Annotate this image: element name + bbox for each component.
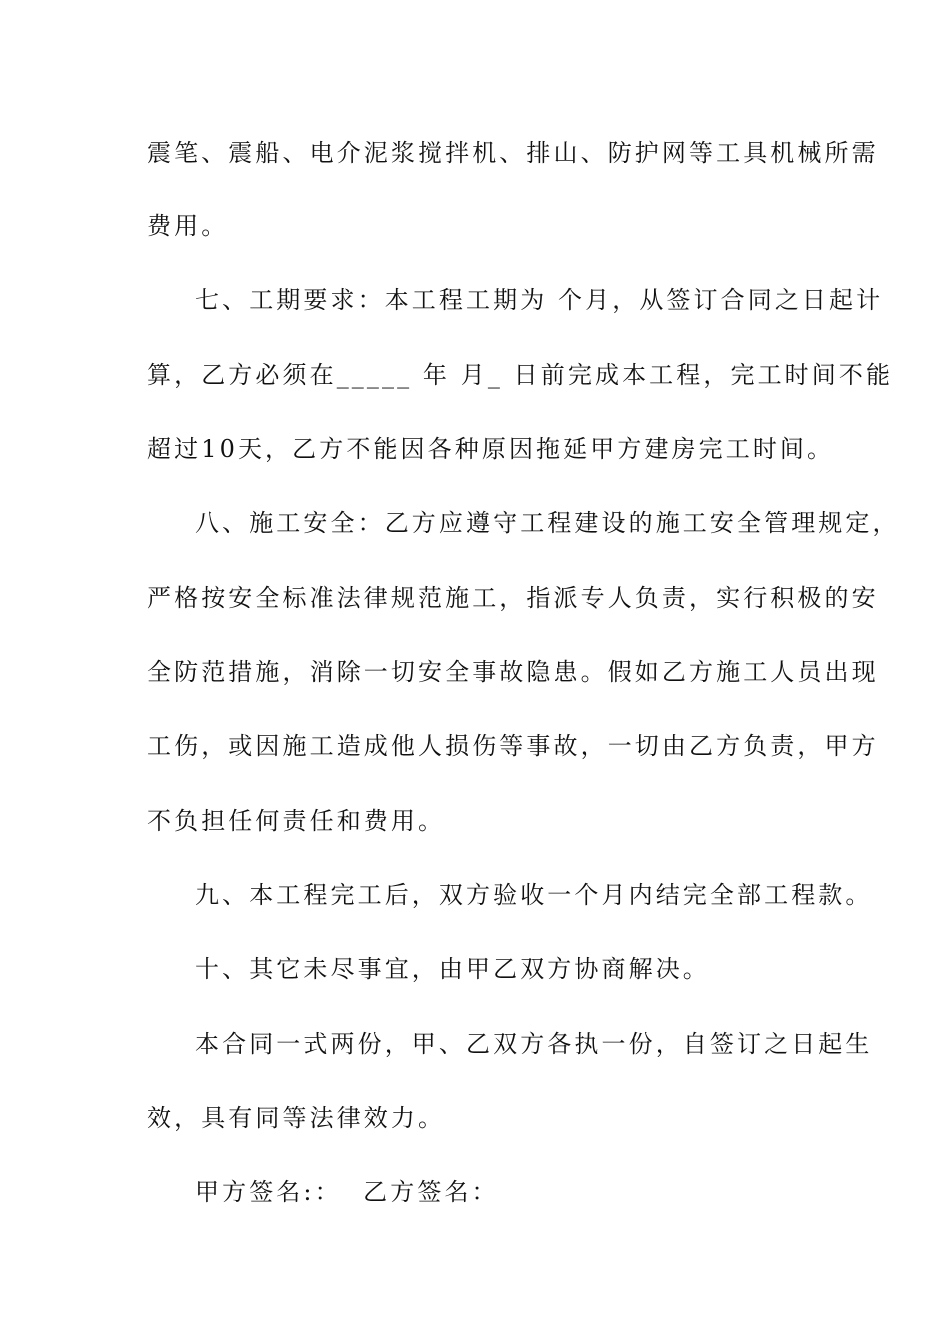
text-line: 超过10天，乙方不能因各种原因拖延甲方建房完工时间。 <box>147 435 835 463</box>
text-line: 严格按安全标准法律规范施工，指派专人负责，实行积极的安 <box>147 584 879 612</box>
section-8-heading-line: 八、施工安全：乙方应遵守工程建设的施工安全管理规定， <box>195 509 900 537</box>
text-line: 效，具有同等法律效力。 <box>147 1104 446 1132</box>
section-9-line: 九、本工程完工后，双方验收一个月内结完全部工程款。 <box>195 881 873 909</box>
text-line: 算，乙方必须在_____ 年 月_ 日前完成本工程，完工时间不能 <box>147 361 894 389</box>
text-line: 工伤，或因施工造成他人损伤等事故，一切由乙方负责，甲方 <box>147 732 879 760</box>
copies-clause-line: 本合同一式两份，甲、乙双方各执一份，自签订之日起生 <box>195 1030 873 1058</box>
text-line: 全防范措施，消除一切安全事故隐患。假如乙方施工人员出现 <box>147 658 879 686</box>
signature-line: 甲方签名:： 乙方签名： <box>195 1178 499 1206</box>
section-10-line: 十、其它未尽事宜，由甲乙双方协商解决。 <box>195 955 710 983</box>
section-7-heading-line: 七、工期要求：本工程工期为 个月，从签订合同之日起计 <box>195 286 884 314</box>
text-line: 震笔、震船、电介泥浆搅拌机、排山、防护网等工具机械所需 <box>147 139 879 167</box>
text-line: 不负担任何责任和费用。 <box>147 807 446 835</box>
text-line: 费用。 <box>147 212 229 240</box>
